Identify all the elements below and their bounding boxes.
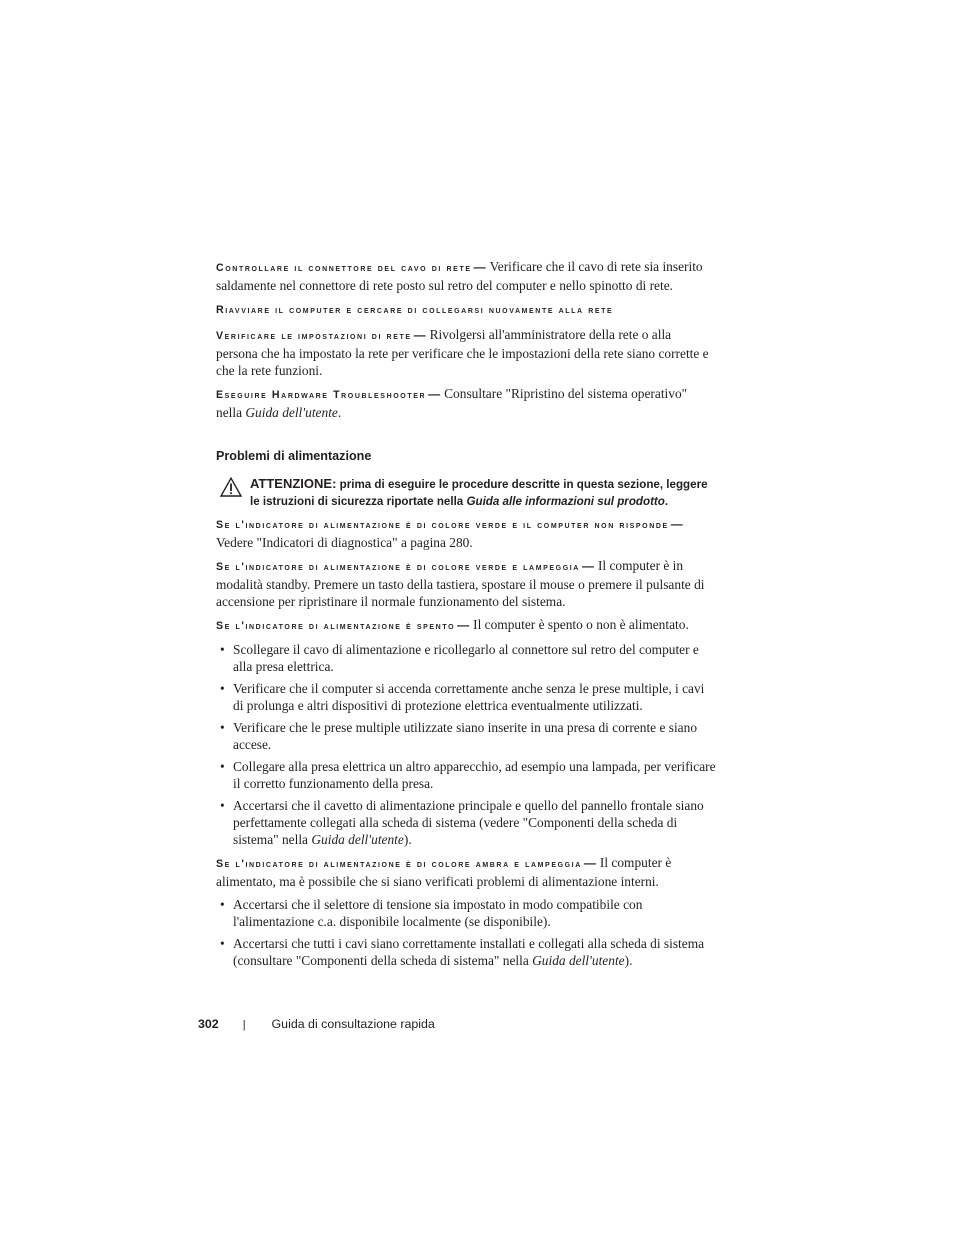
guide-reference: Guida alle informazioni sul prodotto [466, 495, 665, 508]
list-item-text: Verificare che le prese multiple utilizzate siano inserite in una presa di corrente e siano accese. [233, 720, 698, 752]
list-item-text-end: ). [624, 953, 633, 968]
list-item-text: Accertarsi che tutti i cavi siano correttamente installati e collegati alla scheda di sistema (consultare "Componenti della scheda di sistema" nella [233, 936, 705, 968]
guide-reference: Guida dell'utente [245, 405, 338, 420]
footer-title: Guida di consultazione rapida [271, 1017, 435, 1031]
em-dash: — [413, 328, 426, 342]
list-item-text: Accertarsi che il cavetto di alimentazione principale e quello del pannello frontale siano perfettamente collegati alla scheda di sistema (vedere "Componenti della scheda di sistema" nella [233, 798, 704, 847]
run-in-heading: Se l'indicatore di alimentazione è di colore verde e il computer non risponde [216, 519, 669, 531]
em-dash: — [473, 260, 486, 274]
bullet-mark: • [220, 897, 225, 912]
warning-text: prima di eseguire le procedure descritte in questa sezione, leggere le istruzioni di sicurezza riportate nella [250, 478, 708, 508]
run-in-heading: Controllare il connettore del cavo di rete [216, 262, 472, 274]
section-title: Problemi di alimentazione [216, 449, 372, 463]
warning-label: ATTENZIONE: [250, 476, 337, 491]
em-dash: — [670, 517, 683, 531]
list-item [216, 680, 716, 714]
bullet-mark: • [220, 720, 225, 735]
list-item [216, 935, 716, 969]
bullet-mark: • [220, 798, 225, 813]
run-in-heading: Se l'indicatore di alimentazione è di colore ambra e lampeggia [216, 858, 582, 870]
paragraph-light-off [216, 616, 716, 635]
footer-separator: | [242, 1019, 246, 1031]
list-item [216, 896, 716, 930]
paragraph-text: Il computer è in modalità standby. Premere un tasto della tastiera, spostare il mouse o premere il pulsante di accensione per ripristinare il normale funzionamento del sistema. [216, 558, 705, 609]
paragraph-text: Verificare che il cavo di rete sia inserito saldamente nel connettore di rete posto sul retro del computer e nello spinotto di rete. [216, 259, 703, 293]
guide-reference: Guida dell'utente [532, 953, 625, 968]
paragraph-restart-computer [216, 300, 716, 319]
paragraph-text: Vedere "Indicatori di diagnostica" a pagina 280. [216, 535, 473, 550]
paragraph-green-blinking [216, 557, 716, 610]
warning-notice [216, 475, 716, 510]
page-content [216, 258, 716, 975]
paragraph-amber-blinking [216, 854, 716, 890]
em-dash: — [581, 559, 594, 573]
paragraph-text-end: . [337, 405, 342, 420]
run-in-heading: Verificare le impostazioni di rete [216, 330, 412, 342]
list-item-text: Collegare alla presa elettrica un altro apparecchio, ad esempio una lampada, per verificare il corretto funzionamento della presa. [233, 759, 716, 791]
run-in-heading: Riavviare il computer e cercare di collegarsi nuovamente alla rete [216, 304, 614, 316]
paragraph-text: Il computer è alimentato, ma è possibile che si siano verificati problemi di alimentazione interni. [216, 855, 672, 889]
bullet-mark: • [220, 936, 225, 951]
bullet-list-amber [216, 896, 716, 969]
run-in-heading: Se l'indicatore di alimentazione è spento [216, 620, 456, 632]
guide-reference: Guida dell'utente [311, 832, 404, 847]
list-item [216, 797, 716, 848]
paragraph-hardware-troubleshooter [216, 385, 716, 421]
bullet-list-light-off [216, 641, 716, 848]
list-item [216, 641, 716, 675]
list-item-text: Verificare che il computer si accenda correttamente anche senza le prese multiple, i cavi di prolunga e altri dispositivi di protezione elettrica eventualmente utilizzati. [233, 681, 705, 713]
list-item-text: Scollegare il cavo di alimentazione e ricollegarlo al connettore sul retro del computer e alla presa elettrica. [233, 642, 699, 674]
page-number: 302 [198, 1017, 219, 1031]
bullet-mark: • [220, 642, 225, 657]
run-in-heading: Se l'indicatore di alimentazione è di colore verde e lampeggia [216, 561, 580, 573]
paragraph-check-network-settings [216, 326, 716, 379]
list-item-text: Accertarsi che il selettore di tensione sia impostato in modo compatibile con l'alimentazione c.a. disponibile localmente (se disponibile). [233, 897, 643, 929]
list-item [216, 758, 716, 792]
warning-triangle-icon [220, 477, 242, 497]
list-item [216, 719, 716, 753]
em-dash: — [428, 387, 441, 401]
paragraph-text: Consultare "Ripristino del sistema operativo" nella [216, 386, 688, 420]
page-footer [198, 1016, 435, 1034]
paragraph-green-no-response [216, 515, 716, 551]
bullet-mark: • [220, 681, 225, 696]
paragraph-text: Il computer è spento o non è alimentato. [473, 617, 689, 632]
run-in-heading: Eseguire Hardware Troubleshooter [216, 389, 427, 401]
warning-text-end: . [664, 495, 669, 508]
em-dash: — [583, 856, 596, 870]
em-dash: — [457, 618, 470, 632]
list-item-text-end: ). [403, 832, 412, 847]
paragraph-check-network-cable [216, 258, 716, 294]
bullet-mark: • [220, 759, 225, 774]
paragraph-text: Rivolgersi all'amministratore della rete o alla persona che ha impostato la rete per verificare che le impostazioni della rete siano corrette e che la rete funzioni. [216, 327, 709, 378]
